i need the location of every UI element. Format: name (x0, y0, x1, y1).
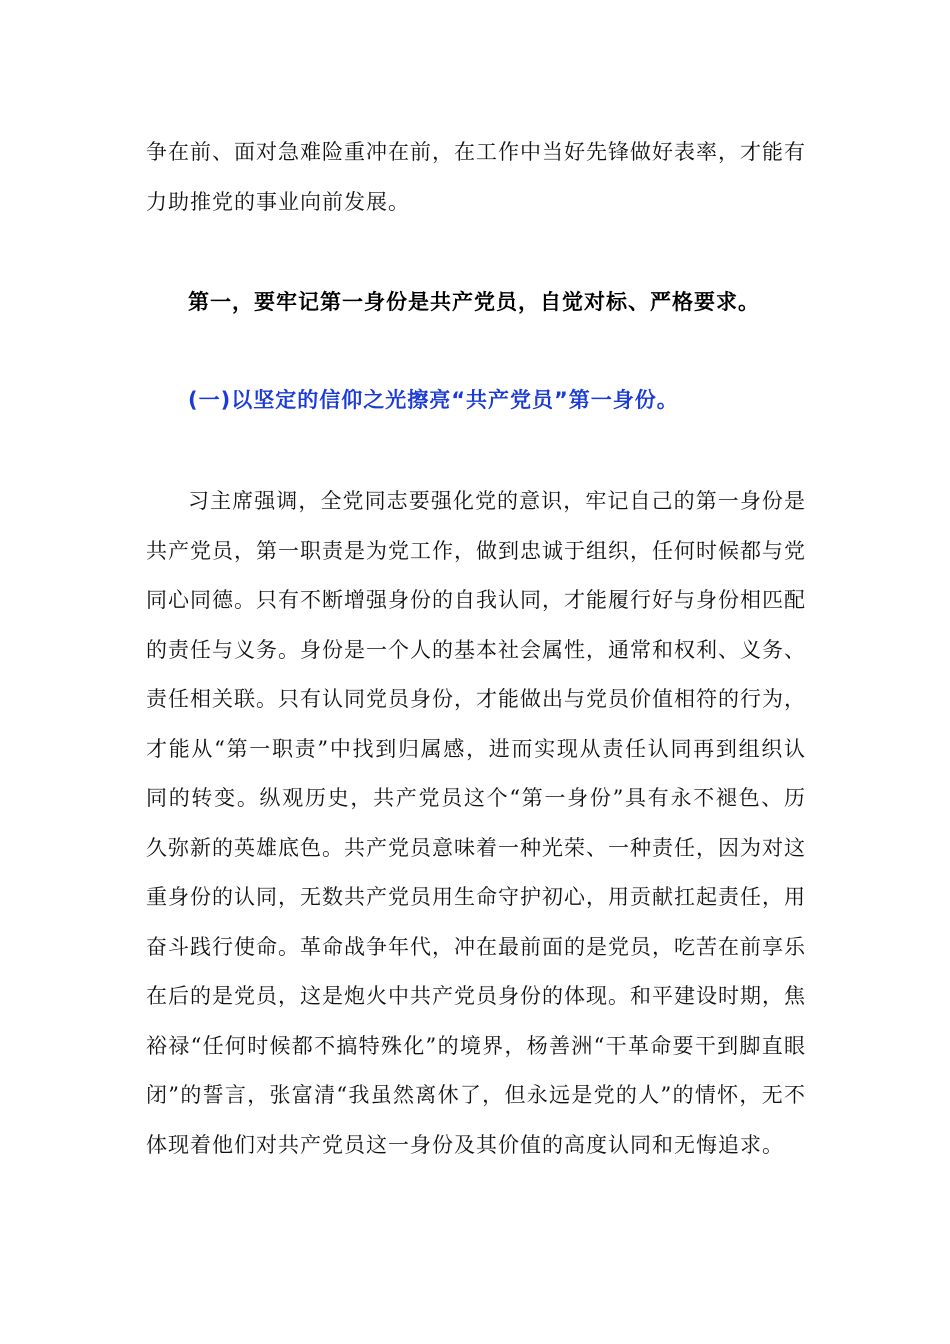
intro-paragraph: 争在前、面对急难险重冲在前，在工作中当好先锋做好表率，才能有力助推党的事业向前发展。 (146, 140, 806, 214)
section-heading: 第一，要牢记第一身份是共产党员，自觉对标、严格要求。 (188, 290, 760, 314)
body-paragraph: 习主席强调，全党同志要强化党的意识，牢记自己的第一身份是共产党员，第一职责是为党工作，做到忠诚于组织，任何时候都与党同心同德。只有不断增强身份的自我认同，才能履行好与身份相匹配的责任与义务。身份是一个人的基本社会属性，通常和权利、义务、责任相关联。只有认同党员身份，才能做出与党员价值相符的行为，才能从“第一职责”中找到归属感，进而实现从责任认同再到组织认同的转变。纵观历史，共产党员这个“第一身份”具有永不褪色、历久弥新的英雄底色。共产党员意味着一种光荣、一种责任，因为对这重身份的认同，无数共产党员用生命守护初心，用贡献扛起责任，用奋斗践行使命。革命战争年代，冲在最前面的是党员，吃苦在前享乐在后的是党员，这是炮火中共产党员身份的体现。和平建设时期，焦裕禄“任何时候都不搞特殊化”的境界，杨善洲“干革命要干到脚直眼闭”的誓言，张富清“我虽然离休了，但永远是党的人”的情怀，无不体现着他们对共产党员这一身份及其价值的高度认同和无悔追求。 (146, 489, 806, 1157)
subsection-heading: (一)以坚定的信仰之光擦亮“共产党员”第一身份。 (188, 388, 679, 412)
